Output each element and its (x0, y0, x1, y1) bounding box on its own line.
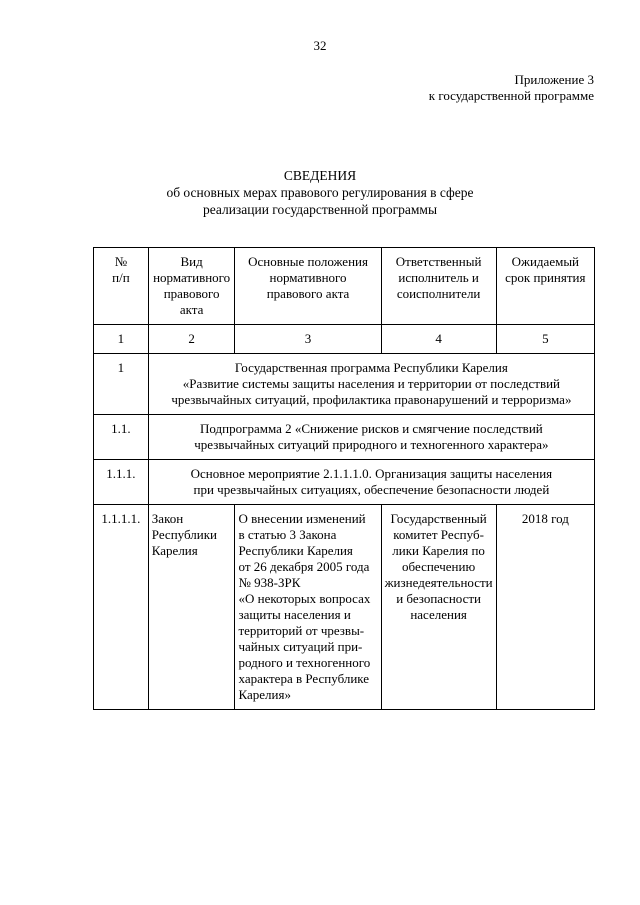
measures-table (93, 247, 595, 710)
program-row (94, 354, 595, 415)
act-responsible-line: лики Карелия по (392, 543, 485, 558)
act-responsible-line: Государственный (390, 511, 487, 526)
header-responsible (381, 248, 496, 325)
act-responsible-line: комитет Респуб- (393, 527, 484, 542)
act-responsible-line: обеспечению (402, 559, 476, 574)
act-provisions-line: характера в Республике (238, 671, 370, 686)
act-provisions-line: чайных ситуаций при- (238, 639, 363, 654)
title-line-2: об основных мерах правового регулирования в сфере (166, 185, 474, 200)
measure-title (148, 460, 594, 505)
title-line-1: СВЕДЕНИЯ (283, 168, 357, 183)
column-index: 5 (496, 325, 594, 354)
header-provisions-line: нормативного (269, 270, 347, 285)
act-row (94, 505, 595, 710)
row-number: 1.1. (94, 415, 149, 460)
header-responsible-line: исполнитель и (398, 270, 479, 285)
act-provisions-line: «О некоторых вопросах (238, 591, 371, 606)
act-provisions-line: № 938-ЗРК (238, 575, 301, 590)
row-number: 1 (94, 354, 149, 415)
column-index: 1 (94, 325, 149, 354)
act-provisions-line: территорий от чрезвы- (238, 623, 365, 638)
title-line-3: реализации государственной программы (202, 202, 438, 217)
appendix-note (429, 72, 594, 104)
act-responsible-line: и безопасности (396, 591, 482, 606)
act-type-line: Карелия (151, 543, 198, 558)
subprogram-title-line: Подпрограмма 2 «Снижение рисков и смягчение последствий (200, 421, 543, 436)
column-index: 2 (148, 325, 235, 354)
header-provisions-line: правового акта (266, 286, 350, 301)
act-provisions-line: родного и техногенного (238, 655, 371, 670)
act-provisions-line: защиты населения и (238, 607, 351, 622)
header-act-type-line: нормативного (153, 270, 231, 285)
appendix-line-1: Приложение 3 (514, 72, 594, 87)
row-number: 1.1.1.1. (94, 505, 149, 710)
column-index-row (94, 325, 595, 354)
header-act-type-line: правового (163, 286, 220, 301)
act-type-line: Закон (151, 511, 184, 526)
act-responsible-line: жизнедеятельности (384, 575, 493, 590)
appendix-line-2: к государственной программе (428, 88, 594, 103)
table-header-row (94, 248, 595, 325)
header-num (94, 248, 149, 325)
act-responsible-cell (381, 505, 496, 710)
header-term-line: срок принятия (505, 270, 586, 285)
column-index: 3 (235, 325, 381, 354)
row-number: 1.1.1. (94, 460, 149, 505)
header-term-line: Ожидаемый (511, 254, 580, 269)
act-provisions-line: от 26 декабря 2005 года (238, 559, 370, 574)
act-provisions-line: О внесении изменений (238, 511, 366, 526)
header-responsible-line: соисполнители (396, 286, 481, 301)
header-provisions-line: Основные положения (248, 254, 368, 269)
header-act-type-line: Вид (180, 254, 203, 269)
subprogram-row (94, 415, 595, 460)
header-num-line: п/п (112, 270, 130, 285)
subprogram-title (148, 415, 594, 460)
act-provisions-line: в статью 3 Закона (238, 527, 337, 542)
header-term (496, 248, 594, 325)
program-title (148, 354, 594, 415)
act-term-cell: 2018 год (496, 505, 594, 710)
header-provisions (235, 248, 381, 325)
act-provisions-line: Карелия» (238, 687, 291, 702)
measure-title-line: Основное мероприятие 2.1.1.1.0. Организация защиты населения (190, 466, 553, 481)
act-type-cell (148, 505, 235, 710)
header-act-type-line: акта (179, 302, 204, 317)
program-title-line: Государственная программа Республики Карелия (234, 360, 508, 375)
header-act-type (148, 248, 235, 325)
page-number: 32 (313, 38, 327, 53)
header-num-line: № (114, 254, 128, 269)
program-title-line: чрезвычайных ситуаций, профилактика правонарушений и терроризма» (171, 392, 572, 407)
act-type-line: Республики (151, 527, 217, 542)
header-responsible-line: Ответственный (395, 254, 482, 269)
act-responsible-line: населения (410, 607, 467, 622)
act-provisions-line: Республики Карелия (238, 543, 353, 558)
measure-row (94, 460, 595, 505)
document-title (0, 167, 640, 218)
program-title-line: «Развитие системы защиты населения и территории от последствий (182, 376, 560, 391)
measure-title-line: при чрезвычайных ситуациях, обеспечение безопасности людей (193, 482, 550, 497)
column-index: 4 (381, 325, 496, 354)
act-provisions-cell (235, 505, 381, 710)
subprogram-title-line: чрезвычайных ситуаций природного и техногенного характера» (194, 437, 549, 452)
